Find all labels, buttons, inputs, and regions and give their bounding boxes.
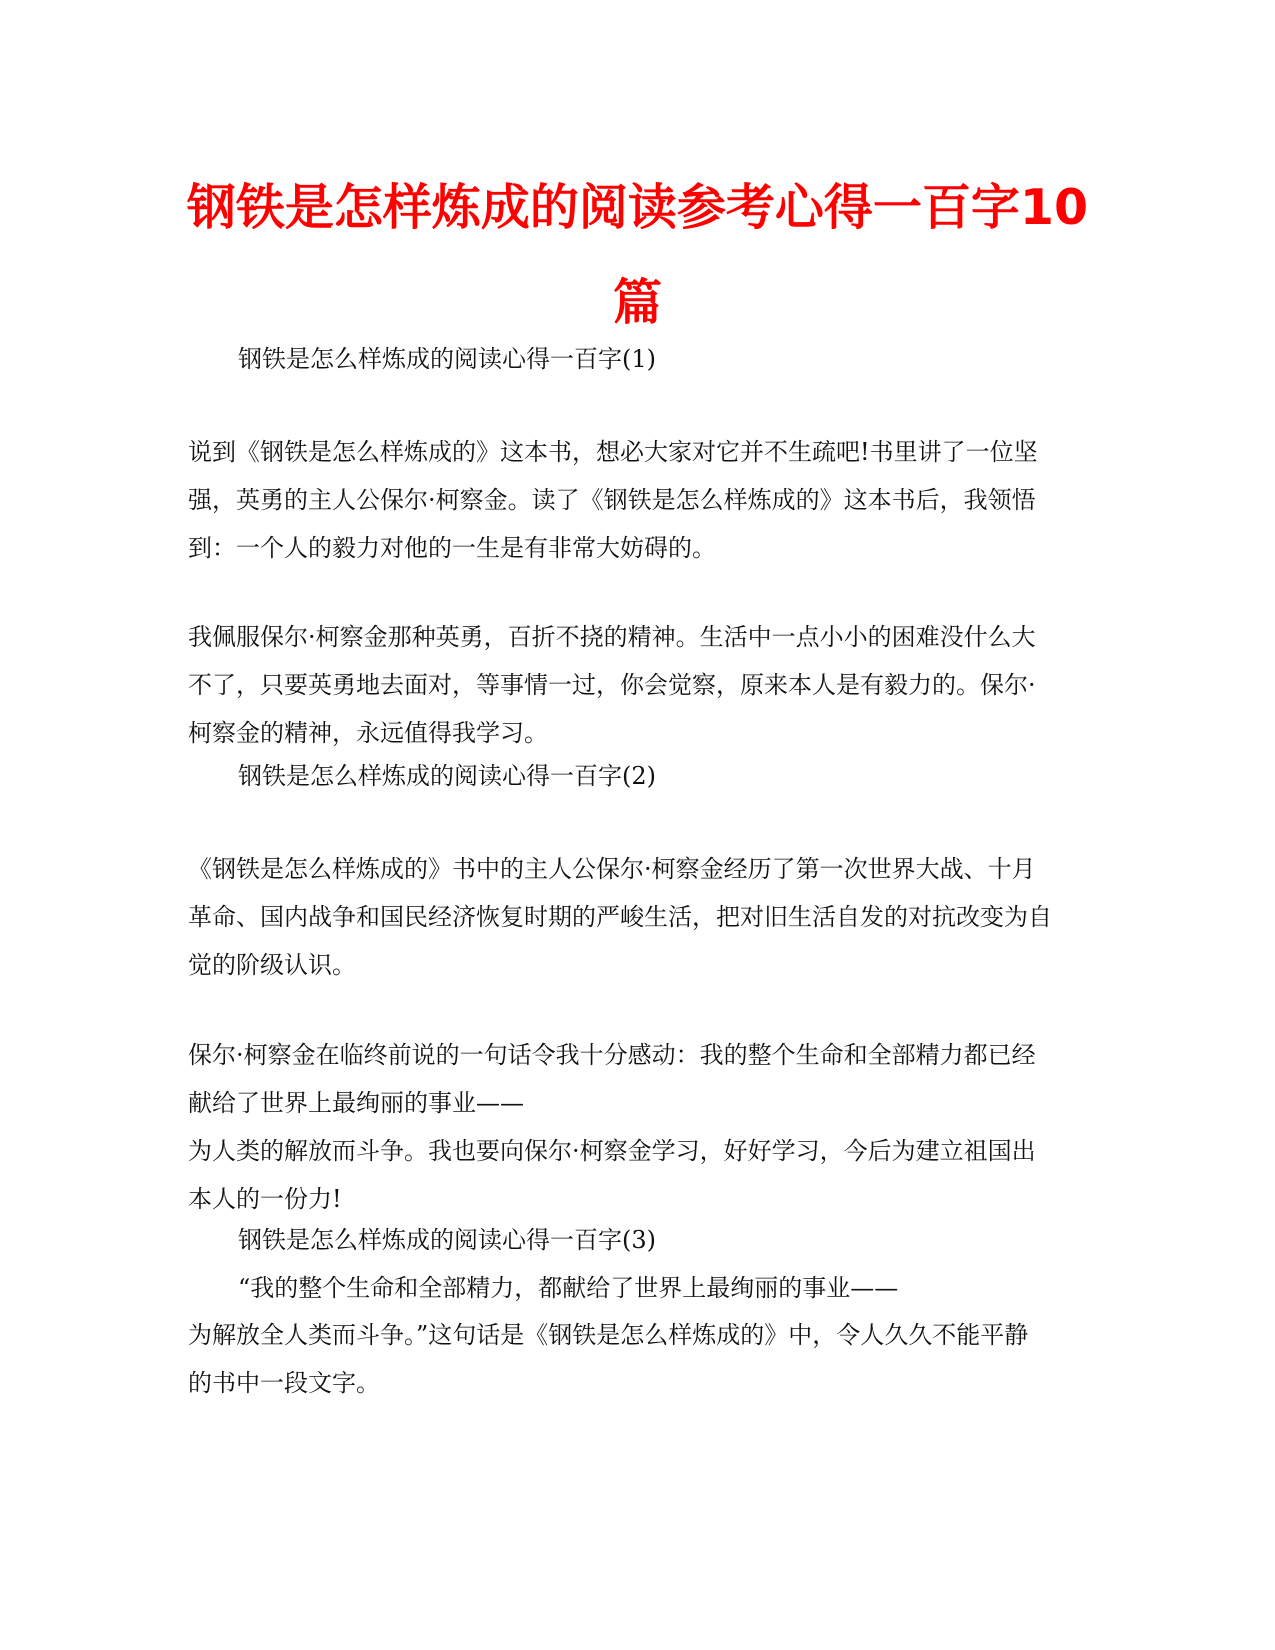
paragraph-line: 我佩服保尔·柯察金那种英勇，百折不挠的精神。生活中一点小小的困难没什么大 [188, 623, 1036, 651]
paragraph-line: 保尔·柯察金在临终前说的一句话令我十分感动：我的整个生命和全部精力都已经 [188, 1041, 1036, 1069]
section-1-paragraph-2 [188, 613, 1088, 757]
section-3-heading: 钢铁是怎么样炼成的阅读心得一百字(3) [238, 1226, 656, 1254]
document-title-line-2: 篇 [612, 274, 662, 331]
section-3-paragraph-1 [188, 1311, 1088, 1407]
section-1-paragraph-1 [188, 428, 1088, 572]
paragraph-line: 献给了世界上最绚丽的事业—— [188, 1089, 524, 1117]
paragraph-line: 柯察金的精神，永远值得我学习。 [188, 719, 548, 747]
paragraph-line: 的书中一段文字。 [188, 1369, 380, 1397]
paragraph-line: 到：一个人的毅力对他的一生是有非常大妨碍的。 [188, 534, 716, 562]
paragraph-line: 革命、国内战争和国民经济恢复时期的严峻生活，把对旧生活自发的对抗改变为自 [188, 903, 1052, 931]
paragraph-line: 觉的阶级认识。 [188, 951, 356, 979]
section-2-heading: 钢铁是怎么样炼成的阅读心得一百字(2) [238, 762, 656, 790]
paragraph-line: 本人的一份力! [188, 1185, 342, 1213]
paragraph-line: 强，英勇的主人公保尔·柯察金。读了《钢铁是怎么样炼成的》这本书后，我领悟 [188, 486, 1036, 514]
paragraph-line: 《钢铁是怎么样炼成的》书中的主人公保尔·柯察金经历了第一次世界大战、十月 [188, 855, 1036, 883]
paragraph-line: 为人类的解放而斗争。我也要向保尔·柯察金学习，好好学习，今后为建立祖国出 [188, 1137, 1036, 1165]
document-title-line-1: 钢铁是怎样炼成的阅读参考心得一百字10 [186, 179, 1089, 236]
paragraph-line: 为解放全人类而斗争。”这句话是《钢铁是怎么样炼成的》中，令人久久不能平静 [188, 1321, 1029, 1349]
section-1-heading: 钢铁是怎么样炼成的阅读心得一百字(1) [238, 345, 656, 373]
section-2-paragraph-2 [188, 1031, 1088, 1223]
paragraph-line: 说到《钢铁是怎么样炼成的》这本书，想必大家对它并不生疏吧!书里讲了一位坚 [188, 438, 1038, 466]
section-3-paragraph-first-line: “我的整个生命和全部精力，都献给了世界上最绚丽的事业—— [238, 1274, 899, 1302]
paragraph-line: 不了，只要英勇地去面对，等事情一过，你会觉察，原来本人是有毅力的。保尔· [188, 671, 1036, 699]
section-2-paragraph-1 [188, 845, 1088, 989]
